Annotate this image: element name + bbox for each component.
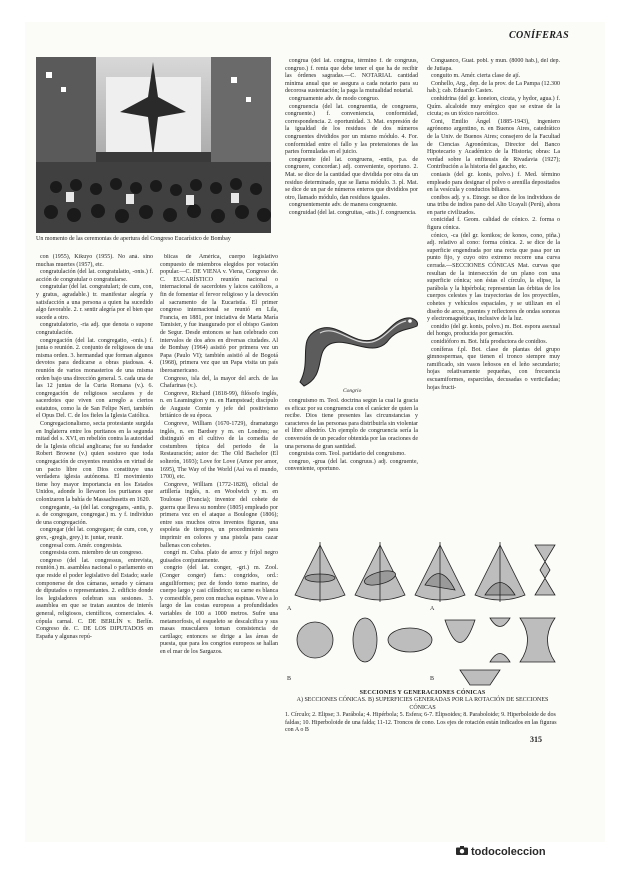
entry: Conhello, Arg., dep. de la prov. de La Pampa (12.300 hab.); cab. Eduardo Castex. — [427, 80, 560, 95]
camera-icon — [456, 846, 468, 858]
conic-sections-caption — [285, 690, 560, 734]
entry: con (1955), Kikuyo (1955). No aná. sino muchas muertes (1957), etc. — [36, 254, 153, 268]
text-column-3-top — [285, 58, 418, 280]
entry: congruente (del lat. congruens, -entis, p.a. de congruere, concordar.) adj. conveniente, oportuno. 2. Mat. se dice de la cantidad que dividida por otra da un residuo determinado, que se llama módulo. 3. pl. Mat. se dice de un par de números enteros que divididos por otro, llamado módulo, dan residuos iguales. — [285, 156, 418, 201]
entry: congruista com. Teol. partidario del congruismo. — [289, 451, 406, 458]
label-a-2: A — [430, 606, 435, 612]
diagram-title: SECCIONES Y GENERACIONES CÓNICAS — [359, 690, 486, 696]
entry: Congreve, William (1772-1828), oficial de artillería inglés, n. en Woolwich y m. en Toulouse (Francia); inventor del cohete de guerra que lleva su nombre (1805) empleado por primera vez en el ataque a Boulogne (1806); entre sus muchos otros inventos figuran, una espoleta de tiempos, un procedimiento para imprimir en colores y una pistola para cazar ballenas con cohetes. — [160, 481, 278, 549]
entry: congruidad (del lat. congruitas, -atis.) f. congruencia. — [289, 209, 417, 216]
diagram-legend: 1. Círculo; 2. Elipse; 3. Parábola; 4. Hipérbola; 5. Esfera; 6-7. Elipsoides; 8. Paraboloide; 9. Hiperboloide de dos faldas; 10. Hiperboloide de una falda; 11-12. Troncos de cono. Los ejes de rotación están indicados en las figuras con A o B — [285, 712, 557, 734]
entry: conidióforo m. Bot. hifa productora de conidios. — [431, 338, 548, 345]
entry: congresista com. miembro de un congreso. — [40, 550, 143, 557]
entry: Congreve, William (1670-1729), dramaturgo inglés, n. en Bardsey y m. en Londres; se distinguió en el cultivo de la comedia de costumbres típica del periodo de la Restauración; autor de: The Old Bachelor (El solterón, 1693); Love for Love (Amor por amor, 1695), The Way of the World (Así va el mundo, 1700), etc. — [160, 421, 278, 481]
label-b-1: B — [287, 676, 292, 682]
entry: Congregacionalismo, secta protestante surgida en Inglaterra entre los puritanos en la segunda mitad del s. XVI, en rebelión contra la autoridad de la Iglesia oficial anglicana; fue su fundador Robert Browne (v.) quien sostuvo que toda congregación de creyentes reunidos en virtud de un pacto libre con Dios constituye una verdadera iglesia autónoma. El movimiento tiene hoy mayor importancia en los Estados Unidos, adonde lo llevaron los puritanos que colonizaron la bahía de Massachusetts en 1620. — [36, 421, 153, 503]
entry: coníferas f.pl. Bot. clase de plantas del grupo gimnospermas, que tienen el tronco siempre muy ramificado, sin vasos leñosos en el leño secundario; hojas relativamente pequeñas, con frecuencia escuamiformes, esparcidas, decusadas o verticiladas; hojas fructi- — [427, 346, 560, 391]
eel-caption: Congrio — [343, 388, 362, 394]
conger-eel-illustration — [292, 300, 422, 390]
sphere — [297, 622, 333, 658]
label-b-2: B — [430, 676, 435, 682]
entry: congruentemente adv. de manera congruente. — [289, 202, 398, 209]
entry: congregación (del lat. congregatio, -onis.) f. junta o reunión. 2. conjunto de religiosos de una misma orden. 3. hermandad que forman algunos devotos para dedicarse a obras piadosas. 4. reunión de varios monasterios de una misma orden bajo una dirección general. 5. cada una de las 12 juntas de la Curia Romana (v.). 6. congregación de religiosos seculares y de sacerdotes que viven con arreglo a ciertos estatutos, como la de San Felipe Neri, también el Opus Del. C. de los fieles la Iglesia Católica. — [36, 337, 153, 420]
entry: Congreso, isla del, la mayor del arch. de las Chafarinas (v.). — [160, 375, 278, 390]
photo-caption: Un momento de las ceremonias de apertura del Congreso Eucarístico de Bombay — [36, 236, 231, 242]
text-column-1 — [36, 254, 153, 809]
page-number: 315 — [530, 735, 542, 744]
entry: congruamente adv. de modo congruo. — [289, 95, 380, 102]
ellipsoid-2 — [388, 628, 432, 652]
ellipsoid-1 — [353, 618, 377, 662]
hyperboloid-one — [520, 618, 555, 662]
text-column-4 — [427, 58, 560, 532]
text-column-3-bottom — [285, 398, 418, 532]
entry: conhidrina (del gr. koneion, cicuta, y hydor, agua.) f. Quím. alcaloide muy enérgico que se extrae de la cicuta; es un tóxico narcótico. — [427, 95, 560, 118]
entry: Coni, Emilio Ángel (1885-1943), ingeniero agrónomo argentino, n. en Buenos Aires, catedrático de la Univ. de Buenos Aires; consejero de la Facultad de Ciencias Agronómicas, Director del Banco Hipotecario y Académico de la Historia; obras: La verdad sobre la enfiteusis de Rivadavia (1927); Contribución a la historia del gaucho, etc. — [427, 118, 560, 171]
text-column-2 — [160, 254, 278, 809]
watermark-text: todocoleccion — [471, 846, 546, 858]
double-cone — [535, 545, 555, 595]
hyperboloid-two — [490, 618, 510, 662]
entry: blicas de América, cuerpo legislativo compuesto de miembros elegidos por votación popular.—C. DE VIENA v. Viena, Congreso de. C. EUCARÍSTICO reunión nacional o internacional de sacerdotes y laicos católicos, a fin de fomentar el fervor religioso y la devoción al sacramento de la Eucaristía. El primer congreso internacional se reunió en Lila, Francia, en 1881, por iniciativa de Marta María Tamisier, y fue inaugurado por el obispo Gaston de Segur. Desde entonces se han celebrado con intervalos de dos años en diversas ciudades. Al de Bombay (1964) asistió por primera vez un Papa (Paulo VI); también asistió al de Bogotá (1968), primera vez que un Papa visita un país iberoamericano. — [160, 254, 278, 374]
label-a-1: A — [287, 606, 292, 612]
entry: cónico, -ca (del gr. konikos; de konos, cono, piña.) adj. relativo al cono: forma cónica. 2. se dice de la superficie engendrada por una recta que pasa por un punto fijo, y cuyo otro extremo recorre una curva cerrada.—SECCIONES CÓNICAS Mat. curvas que resultan de la intersección de un plano con una superficie cónica; son éstas el círculo, la elipse, la parábola y la hipérbola; representan las órbitas de los cuerpos celestes y las trayectorias de los proyectiles, cohetes y vehículos espaciales, y se utilizan en el diseño de arcos, puentes y reflectores de ondas sonoras y electromagnéticas, inclusive de la luz. — [427, 232, 560, 323]
conic-sections-diagram — [285, 540, 560, 688]
watermark — [456, 846, 546, 858]
frustum — [460, 670, 500, 685]
congress-photo — [36, 57, 271, 233]
entry: congrua (del lat. congrua, término f. de congruus, congruo.) f. renta que debe tener el que ha de recibir las órdenes sagradas.—C. NOTARIAL cantidad mínima anual que se asegura a cada notario para su decorosa sustentación; la paga la mutualidad notarial. — [285, 58, 418, 95]
paraboloid — [445, 620, 475, 643]
entry: congrio (del lat. conger, -gri.) m. Zool. (Conger conger) fam.: congridos, ord.: anguiliformes; pez de fondo tomo marino, de cuerpo largo y casi cilíndrico; su carne es blanca y comestible, pero con muchas espinas. Vive a lo largo de las costas europeas a profundidades variables de 100 a 1000 metros. Sufre una metamorfosis, el esqueleto se descalcifica y sus masas musculares toman consistencia de cartílago; entonces se dirige a las áreas de puesta, que para los congrios europeos se hallan en el mar de los Sargazos. — [160, 565, 278, 655]
entry: congratulatorio, -ria adj. que denota o supone congratulación. — [36, 322, 153, 336]
entry: congruencia (del lat. congruentia, de congruens, congruente.) f. conveniencia, conformidad, correspondencia. 2. oportunidad. 3. Mat. expresión de la igualdad de los residuos de dos números congruentes divididos por un mismo módulo. 4. For. conformidad entre el fallo y las pretensiones de las partes formuladas en el juicio. — [285, 103, 418, 156]
entry: congrí m. Cuba. plato de arroz y fríjol negro guisados conjuntamente. — [160, 550, 278, 564]
entry: congruo, -grua (del lat. congruus.) adj. congruente, conveniente, oportuno. — [285, 458, 418, 473]
entry: congregante, -ta (del lat. congregans, -antis, p. a. de congregare, congregar.) m. y f. individuo de una congregación. — [36, 504, 153, 526]
running-head: CONÍFERAS — [509, 30, 569, 41]
entry: congresal com. Amér. congresista. — [40, 542, 123, 549]
entry: coniasis (del gr. konis, polvo.) f. Med. término empleado para designar el polvo o arenilla depositados en la vesícula y conductos biliares. — [427, 171, 560, 194]
entry: conibos adj. y s. Etnogr. se dice de los individuos de una tribu de indios pano del Alto Ucayali (Perú), ahora en parte civilizados. — [427, 194, 560, 216]
entry: congreso (del lat. congressus, entrevista, reunión.) m. asamblea nacional o parlamento en que reside el poder legislativo del Estado; suele componerse de dos cámaras, senado y cámara de diputados o representantes. 2. edificio donde los legisladores celebran sus sesiones. 3. asamblea en que se tratan asuntos de interés general, religiosos, científicos, comerciales. 4. cópula carnal. C. DE BERLÍN v. Berlín. Congreso de. C. DE LOS DIPUTADOS en España y algunas repú- — [36, 557, 153, 640]
entry: congratulación (del lat. congratulatio, -onis.) f. acción de congratular o congratularse. — [36, 269, 153, 283]
entry: congratular (del lat. congratulari; de cum, con, y gratus, agradable.) tr. manifestar alegría y satisfacción a una persona a quien ha sucedido algo favorable. 2. r. sentir alegría por el bien que sucede a otro. — [36, 284, 153, 321]
entry: Conguanco, Guat. pobl. y mun. (8000 hab.), del dep. de Jutiapa. — [427, 58, 560, 72]
entry: conidio (del gr. konis, polvo.) m. Bot. espora asexual del hongo, producida por gemación. — [427, 323, 560, 338]
entry: Congreve, Richard (1818-99), filósofo inglés, n. en Leamington y m. en Hampstead; discípulo de Auguste Comte y jefe del positivismo británico de su época. — [160, 390, 278, 420]
entry: congregar (del lat. congregare; de cum, con, y grex, -gregis, grey.) tr. juntar, reunir. — [36, 527, 153, 541]
entry: conguito m. Amér. cierta clase de ají. — [431, 73, 521, 80]
diagram-subtitle: A) SECCIONES CÓNICAS. B) SUPERFICIES GENERADAS POR LA ROTACIÓN DE SECCIONES CÓNICAS — [296, 697, 549, 711]
entry: conicidad f. Geom. calidad de cónico. 2. forma o figura cónica. — [427, 217, 560, 232]
entry: congruismo m. Teol. doctrina según la cual la gracia es eficaz por su congruencia con el carácter de quien la recibe. Dios tiene presentes las circunstancias y caracteres de las personas para distribuirla sin violentar el libre albedrío. Un ejemplo de congruencia sería la conversión de un pecador obtenida por las oraciones de una persona de gran santidad. — [285, 398, 418, 450]
